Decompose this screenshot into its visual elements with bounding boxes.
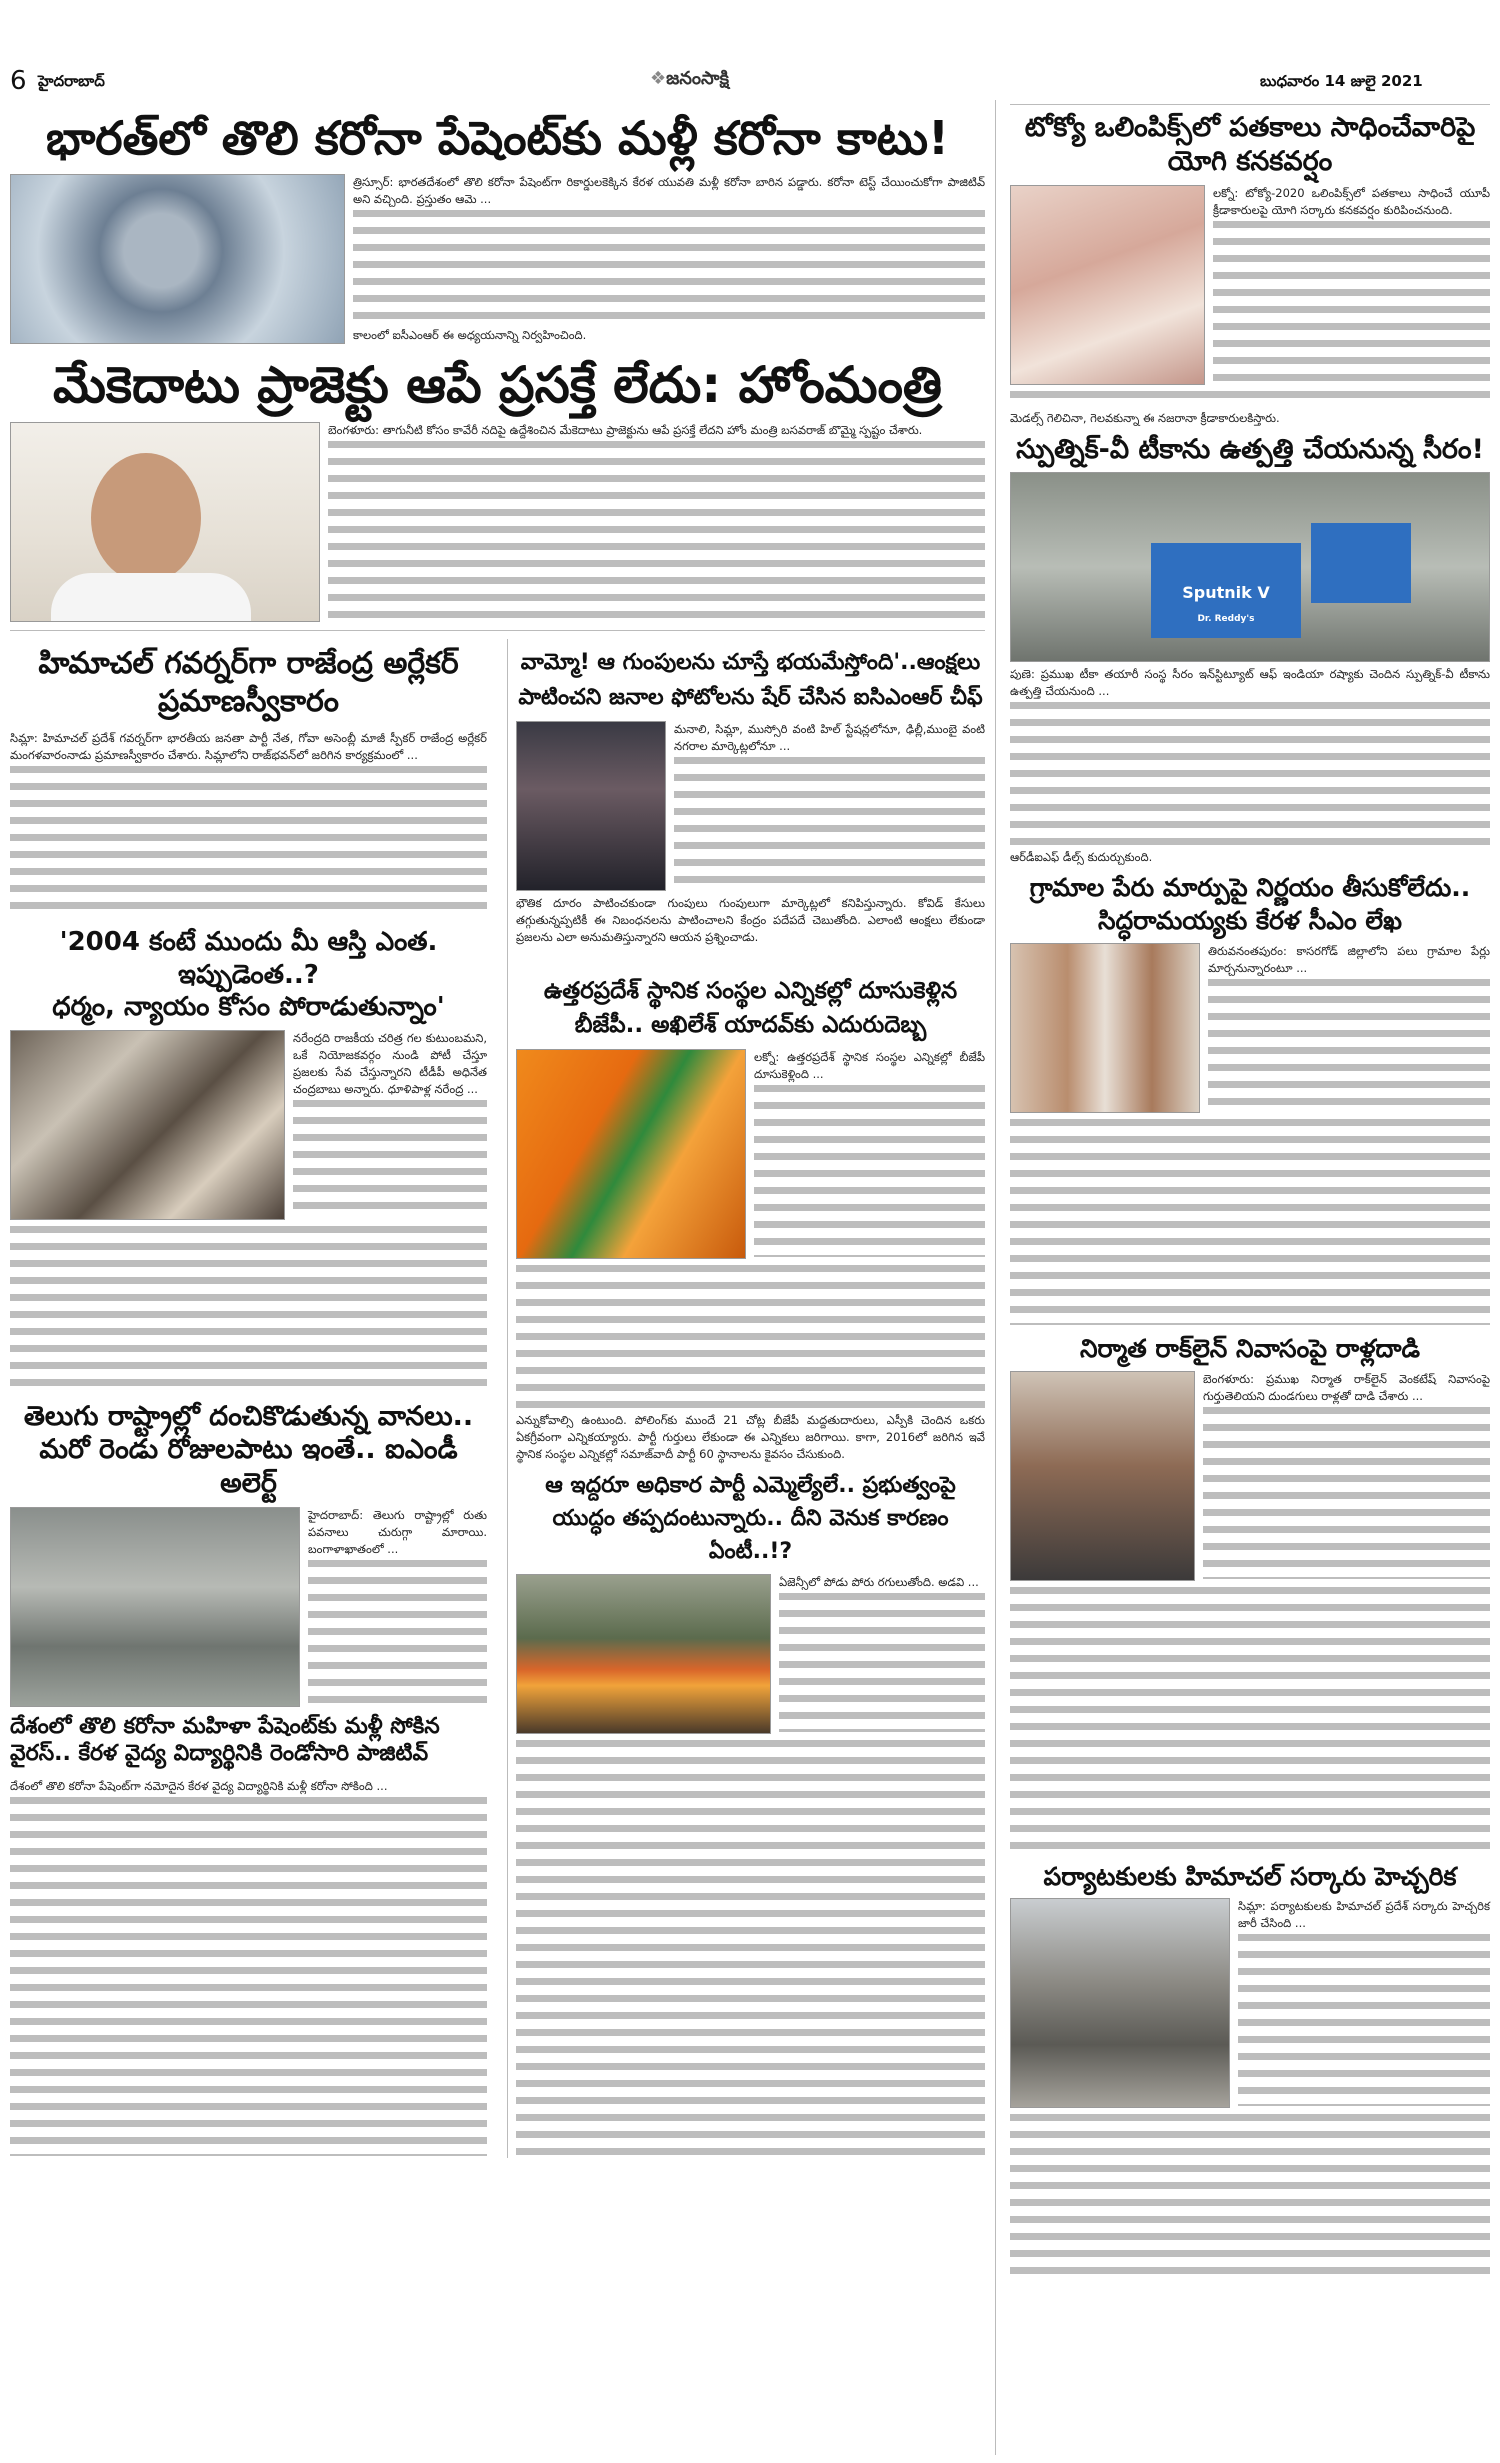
leaders-photo	[1010, 943, 1200, 1113]
article-body-continued	[1010, 1585, 1490, 1855]
article-body	[1238, 1898, 1490, 2108]
article-body	[10, 1778, 487, 2158]
brand-label: Dr. Reddy's	[1197, 614, 1255, 625]
article-body	[754, 1049, 985, 1259]
headline-kerala-student: దేశంలో తొలి కరోనా మహిళా పేషెంట్‌కు మళ్లీ సోకిన వైరస్.. కేరళ వైద్య విద్యార్థినికి రెండోసారి పాజిటివ్	[10, 1713, 440, 1767]
article-icmr-crowds	[516, 721, 985, 891]
article-up-elections	[516, 1049, 985, 1259]
section-rule	[10, 630, 985, 631]
logo-text: జనంసాక్షి	[666, 68, 730, 89]
article-lead: సిమ్లా: హిమాచల్ ప్రదేశ్ గవర్నర్‌గా భారతీయ జనతా పార్టీ నేత, గోవా అసెంబ్లీ మాజీ స్పీకర్ రాజేంద్ర అర్లేకర్ మంగళవారంనాడు ప్రమాణస్వీకారం చేశారు. సిమ్లాలోని రాజ్‌భవన్‌లో జరిగిన కార్యక్రమంలో ...	[10, 731, 487, 762]
article-tail: మెడల్స్ గెలిచినా, గెలవకున్నా ఈ నజరానా క్రీడాకారులకిస్తారు.	[1010, 410, 1280, 425]
article-lead: త్రిస్సూర్: భారతదేశంలో తొలి కరోనా పేషెంట్‌గా రికార్డులకెక్కిన కేరళ యువతి మళ్లీ కరోనా బారిన పడ్డారు. కరోనా టెస్ట్ చేయించుకోగా పాజిటివ్ అని వచ్చింది. ప్రస్తుతం ఆమె ...	[353, 174, 985, 206]
article-body	[1010, 666, 1490, 866]
left-region	[10, 104, 985, 2158]
article-lead: బెంగళూరు: ప్రముఖ నిర్మాత రాక్‌లైన్ వెంకటేష్ నివాసంపై గుర్తుతెలియని దుండగులు రాళ్లతో దాడి చేశారు ...	[1203, 1371, 1490, 1403]
tourists-street-photo	[1010, 1898, 1230, 2108]
article-himachal-tourists	[1010, 1898, 1490, 2108]
crowd-market-photo	[516, 721, 666, 891]
article-lead: హైదరాబాద్: తెలుగు రాష్ట్రాల్లో రుతు పవనాలు చురుగ్గా మారాయి. బంగాళాఖాతంలో ...	[308, 1507, 487, 1556]
article-lead: మనాలి, సిమ్లా, ముస్సోరి వంటి హిల్ స్టేషన్లలోనూ, ఢిల్లీ,ముంబై వంటి నగరాల మార్కెట్లలోనూ ...	[674, 722, 985, 754]
headline-himachal-tourists: పర్యాటకులకు హిమాచల్ సర్కారు హెచ్చరిక	[1043, 1861, 1457, 1891]
headline-up-elections: ఉత్తరప్రదేశ్ స్థానిక సంస్థల ఎన్నికల్లో దూసుకెళ్లిన బీజేపీ.. అఖిలేశ్ యాదవ్‌కు ఎదురుదెబ్బ	[543, 977, 958, 1039]
coronavirus-image	[10, 174, 345, 344]
forest-fire-photo	[516, 1574, 771, 1734]
article-body	[779, 1574, 985, 1734]
article-lead: పుణె: ప్రముఖ టీకా తయారీ సంస్థ సీరం ఇన్‌స్టిట్యూట్ ఆఫ్ ఇండియా రష్యాకు చెందిన స్పుత్నిక్-వీ టీకాను ఉత్పత్తి చేయనుంది ...	[1010, 667, 1490, 699]
article-body-continued	[516, 1263, 985, 1463]
column-b	[507, 639, 985, 2158]
article-lead: బెంగళూరు: తాగునీటి కోసం కావేరీ నదిపై ఉద్దేశించిన మేకెదాటు ప్రాజెక్టును ఆపే ప్రసక్తే లేదని హోం మంత్రి బసవరాజ్ బొమ్మై స్పష్టం చేశారు.	[328, 423, 923, 437]
edition-label: హైదరాబాద్	[38, 72, 105, 90]
home-minister-photo	[10, 422, 320, 622]
bjp-flags-photo	[516, 1049, 746, 1259]
page-number: 6	[10, 66, 27, 96]
currency-notes-photo	[1010, 185, 1205, 385]
article-body	[1203, 1371, 1490, 1581]
article-rockline	[1010, 1371, 1490, 1581]
article-tail: ఆర్‌డీఐఎఫ్ డీల్స్ కుదుర్చుకుంది.	[1010, 850, 1153, 865]
sputnik-vaccine-photo	[1010, 472, 1490, 662]
vaccine-box	[1151, 543, 1301, 638]
article-lead: దేశంలో తొలి కరోనా పేషెంట్‌గా నమోదైన కేరళ వైద్య విద్యార్థినికి మళ్లీ కరోనా సోకింది ...	[10, 1778, 388, 1793]
article-tdp-2004	[10, 1030, 487, 1220]
producer-photo	[1010, 1371, 1195, 1581]
vaccine-box-label: Sputnik V	[1182, 583, 1270, 603]
right-region	[1010, 104, 1490, 2282]
article-siddaramaiah	[1010, 943, 1490, 1113]
article-tail: భౌతిక దూరం పాటించకుండా గుంపులు గుంపులుగా మార్కెట్లలో కనిపిస్తున్నారు. కోవిడ్ కేసులు తగ్గుతున్నప్పటికీ ఈ నిబంధనలను పాటించాలని కేంద్రం పదేపదే చెబుతోంది. ఎలాంటి ఆంక్షలు లేకుండా ప్రజలను ఎలా అనుమతిస్తున్నారని ఆయన ప్రశ్నించాడు.	[516, 896, 985, 945]
headline-rockline: నిర్మాత రాక్‌లైన్ నివాసంపై రాళ్లదాడి	[1079, 1334, 1421, 1364]
article-body-continued	[10, 1224, 487, 1394]
logo-mark-icon: ❖	[650, 68, 667, 89]
article-body	[1208, 943, 1490, 1113]
article-lead: లక్నో: ఉత్తరప్రదేశ్ స్థానిక సంస్థల ఎన్నికల్లో బీజేపీ దూసుకెళ్లింది ...	[754, 1049, 985, 1081]
article-body-continued	[516, 1738, 985, 2158]
article-body	[353, 174, 985, 344]
article-lead: నరేంద్రది రాజకీయ చరిత్ర గల కుటుంబమని, ఒకే నియోజకవర్గం నుండి పోటీ చేస్తూ ప్రజలకు సేవ చేస్తున్నారని టీడీపీ అధినేత చంద్రబాబు అన్నారు. ధూళిపాళ్ల నరేంద్ర ...	[293, 1030, 487, 1096]
lower-columns	[10, 639, 985, 2158]
article-body-continued	[1010, 389, 1490, 427]
article-body-continued	[1010, 2112, 1490, 2282]
article-body	[674, 721, 985, 891]
newspaper-logo	[650, 68, 729, 93]
headline-corona-first-patient: భారత్‌లో తొలి కరోనా పేషెంట్‌కు మళ్లీ కరోనా కాటు!	[46, 111, 949, 165]
article-corona-first-patient	[10, 174, 985, 344]
headline-tokyo-olympics: టోక్యో ఒలింపిక్స్‌లో పతకాలు సాధించేవారిపై యోగి కనకవర్షం	[1024, 112, 1476, 177]
article-body	[293, 1030, 487, 1220]
rain-traffic-photo	[10, 1507, 300, 1707]
article-two-mlas	[516, 1574, 985, 1734]
article-tokyo-olympics	[1010, 185, 1490, 385]
article-tail: ఎన్నుకోవాల్సి ఉంటుంది. పోలింగ్‌కు ముందే 21 చోట్ల బీజేపీ మద్దతుదారులు, ఎస్పీకి చెందిన ఒకరు ఏకగ్రీవంగా ఎన్నికయ్యారు. పార్టీ గుర్తులు లేకుండా ఈ ఎన్నికలు జరిగాయి. కాగా, 2016లో జరిగిన ఇవే స్థానిక సంస్థల ఎన్నికల్లో సమాజ్‌వాదీ పార్టీ 60 స్థానాలను కైవసం చేసుకుంది.	[516, 1412, 985, 1461]
article-body	[10, 730, 487, 920]
article-lead: లక్నో: టోక్యో-2020 ఒలింపిక్స్‌లో పతకాలు సాధించే యూపీ క్రీడాకారులపై యోగి సర్కారు కనకవర్షం కురిపించనుంది.	[1213, 185, 1490, 217]
headline-telugu-rains: తెలుగు రాష్ట్రాల్లో దంచికొడుతున్న వానలు.. మరో రెండు రోజులపాటు ఇంతే.. ఐఎండీ అలెర్ట్	[23, 1400, 474, 1499]
tdp-crowd-photo	[10, 1030, 285, 1220]
article-body-continued	[516, 895, 985, 967]
column-divider	[995, 100, 996, 2455]
article-mekedatu	[10, 422, 985, 622]
article-lead: తిరువనంతపురం: కాసరగోడ్ జిల్లాలోని పలు గ్రామాల పేర్లు మార్చనున్నారంటూ ...	[1208, 944, 1490, 976]
headline-mekedatu: మేకెదాటు ప్రాజెక్టు ఆపే ప్రసక్తే లేదు: హోంమంత్రి	[52, 355, 943, 414]
headline-himachal-governor: హిమాచల్ గవర్నర్‌గా రాజేంద్ర అర్లేకర్ ప్రమాణస్వీకారం	[38, 646, 459, 719]
article-body	[1213, 185, 1490, 385]
headline-two-mlas: ఆ ఇద్దరూ అధికార పార్టీ ఎమ్మెల్యేలే.. ప్రభుత్వంపై యుద్ధం తప్పదంటున్నారు.. దీని వెనుక కారణం ఏంటీ..!?	[545, 1472, 956, 1564]
article-telugu-rains	[10, 1507, 487, 1707]
column-a	[10, 639, 487, 2158]
headline-tdp-2004-line1: '2004 కంటే ముందు మీ ఆస్తి ఎంత. ఇప్పుడెంత..?	[59, 927, 438, 990]
article-lead: సిమ్లా: పర్యాటకులకు హిమాచల్ ప్రదేశ్ సర్కారు హెచ్చరిక జారీ చేసింది ...	[1238, 1898, 1490, 1930]
article-body	[308, 1507, 487, 1707]
article-tail: కాలంలో ఐసీఎంఆర్ ఈ అధ్యయనాన్ని నిర్వహించింది.	[353, 327, 587, 342]
headline-icmr-crowds: వామ్మో! ఆ గుంపులను చూస్తే భయమేస్తోంది'..ఆంక్షలు పాటించని జనాల ఫోటోలను షేర్ చేసిన ఐసిఎంఆర్ చీఫ్	[518, 650, 983, 711]
headline-tdp-2004-line2: ధర్మం, న్యాయం కోసం పోరాడుతున్నాం'	[52, 992, 445, 1022]
article-lead: ఏజెన్సీలో పోడు పోరు రగులుతోంది. అడవి ...	[779, 1574, 979, 1589]
headline-siddaramaiah: గ్రామాల పేరు మార్పుపై నిర్ణయం తీసుకోలేదు.. సిద్ధరామయ్యకు కేరళ సీఎం లేఖ	[1029, 873, 1471, 935]
headline-sputnik: స్పుత్నిక్-వీ టీకాను ఉత్పత్తి చేయనున్న సీరం!	[1016, 433, 1484, 465]
article-body-continued	[1010, 1117, 1490, 1327]
issue-date: బుధవారం 14 జులై 2021	[1260, 72, 1423, 90]
article-body	[328, 422, 985, 622]
